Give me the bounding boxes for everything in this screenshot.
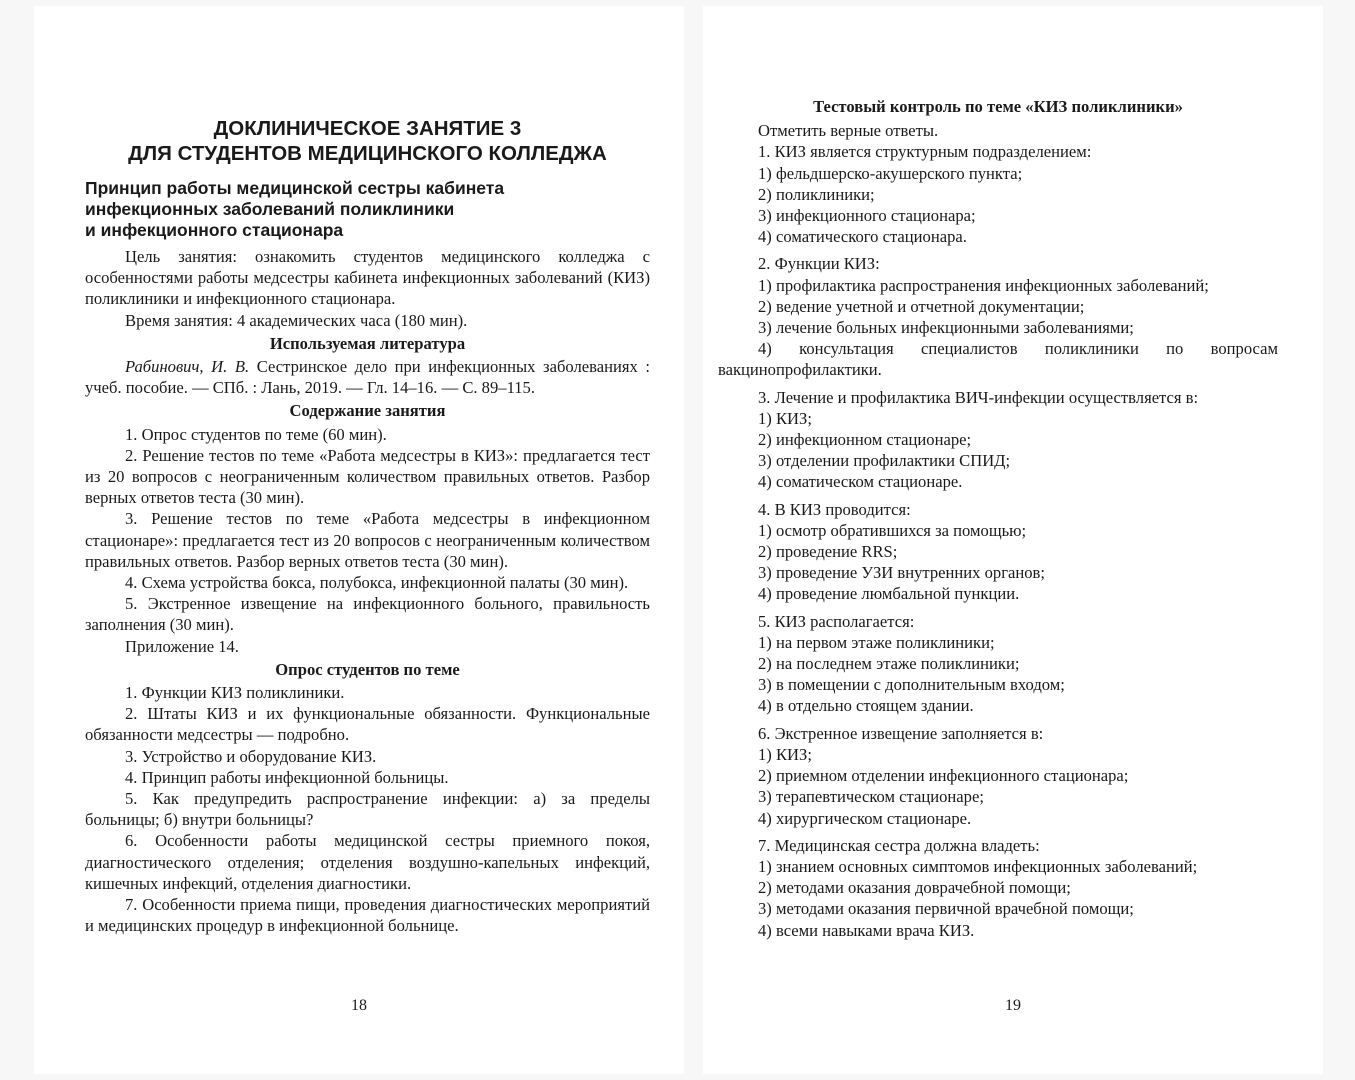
left-page-content <box>85 116 650 937</box>
content-heading: Содержание занятия <box>289 401 446 421</box>
question-text: 5. КИЗ располагается: <box>758 611 915 631</box>
survey-item: 3. Устройство и оборудование КИЗ. <box>125 746 377 766</box>
literature-author: Рабинович, И. В. <box>125 357 250 377</box>
question <box>718 499 1278 605</box>
lesson-subtitle-line-1: Принцип работы медицинской сестры кабинета <box>85 178 505 198</box>
answer-option[interactable]: 2) методами оказания доврачебной помощи; <box>758 878 1071 898</box>
answer-option[interactable]: 3) инфекционного стационара; <box>758 206 976 226</box>
question-text: 1. КИЗ является структурным подразделением: <box>758 142 1092 162</box>
answer-option[interactable]: 1) знанием основных симптомов инфекционных заболеваний; <box>758 856 1198 876</box>
lesson-subtitle-line-2: инфекционных заболеваний поликлиники <box>85 199 455 219</box>
answer-option[interactable]: 2) поликлиники; <box>758 184 875 204</box>
answer-option[interactable]: 1) КИЗ; <box>758 744 812 764</box>
question <box>718 253 1278 380</box>
answer-option[interactable]: 1) фельдшерско-акушерского пункта; <box>758 163 1023 183</box>
survey-item: 4. Принцип работы инфекционной больницы. <box>125 767 449 787</box>
lesson-time: Время занятия: 4 академических часа (180 мин). <box>125 310 468 330</box>
answer-option[interactable]: 2) проведение RRS; <box>758 542 898 562</box>
question <box>718 835 1278 941</box>
survey-list <box>85 682 650 936</box>
lesson-goal: Цель занятия: ознакомить студентов медицинского колледжа с особенностями работы медсестры кабинета инфекционных заболеваний (КИЗ) поликлиники и инфекционного стационара. <box>85 247 650 309</box>
answer-option[interactable]: 2) ведение учетной и отчетной документации; <box>758 296 1085 316</box>
answer-option[interactable]: 4) всеми навыками врача КИЗ. <box>758 920 975 940</box>
answer-option[interactable]: 4) проведение люмбальной пункции. <box>758 584 1020 604</box>
content-list <box>85 424 650 657</box>
literature-text: Сестринское дело при инфекционных заболеваниях : учеб. пособие. — СПб. : Лань, 2019. — Гл. 14–16. — С. 89–115. <box>85 357 651 398</box>
content-item: 1. Опрос студентов по теме (60 мин). <box>125 424 387 444</box>
survey-item: 2. Штаты КИЗ и их функциональные обязанности. Функциональные обязанности медсестры — подробно. <box>85 704 650 745</box>
test-heading: Тестовый контроль по теме «КИЗ поликлиники» <box>813 97 1183 116</box>
question <box>718 611 1278 717</box>
question-text: 7. Медицинская сестра должна владеть: <box>758 835 1040 855</box>
literature-reference <box>85 356 650 398</box>
answer-option[interactable]: 3) отделении профилактики СПИД; <box>758 451 1011 471</box>
content-item: Приложение 14. <box>125 636 239 656</box>
page-number: 19 <box>1005 996 1021 1014</box>
answer-option[interactable]: 1) профилактика распространения инфекционных заболеваний; <box>758 275 1209 295</box>
answer-option[interactable]: 3) лечение больных инфекционными заболеваниями; <box>758 318 1134 338</box>
lesson-subtitle-line-3: и инфекционного стационара <box>85 220 344 240</box>
answer-option[interactable]: 2) инфекционном стационаре; <box>758 430 972 450</box>
answer-option[interactable]: 1) осмотр обратившихся за помощью; <box>758 520 1027 540</box>
survey-item: 5. Как предупредить распространение инфекции: а) за пределы больницы; б) внутри больницы? <box>85 789 650 830</box>
survey-item: 6. Особенности работы медицинской сестры приемного покоя, диагностического отделения; отделения воздушно-капельных инфекций, кишечных инфекций, отделения диагностики. <box>85 831 650 893</box>
answer-option[interactable]: 4) консультация специалистов поликлиники по вопросам вакцинопрофилактики. <box>718 339 1278 380</box>
question-text: 6. Экстренное извещение заполняется в: <box>758 723 1044 743</box>
question-text: 2. Функции КИЗ: <box>758 254 880 274</box>
lesson-title-line-1: ДОКЛИНИЧЕСКОЕ ЗАНЯТИЕ 3 <box>213 117 522 140</box>
answer-option[interactable]: 3) в помещении с дополнительным входом; <box>758 675 1065 695</box>
answer-option[interactable]: 2) на последнем этаже поликлиники; <box>758 654 1020 674</box>
page-number: 18 <box>351 996 367 1014</box>
answer-option[interactable]: 4) в отдельно стоящем здании. <box>758 696 974 716</box>
question <box>718 141 1278 247</box>
answer-option[interactable]: 3) терапевтическом стационаре; <box>758 787 984 807</box>
answer-option[interactable]: 1) КИЗ; <box>758 408 812 428</box>
answer-option[interactable]: 2) приемном отделении инфекционного стационара; <box>758 766 1129 786</box>
survey-heading: Опрос студентов по теме <box>275 659 460 679</box>
content-item: 5. Экстренное извещение на инфекционного больного, правильность заполнения (30 мин). <box>85 594 650 635</box>
content-item: 2. Решение тестов по теме «Работа медсестры в КИЗ»: предлагается тест из 20 вопросов с неограниченным количеством правильных ответов. Разбор верных ответов теста (30 мин). <box>85 445 650 508</box>
question <box>718 723 1278 829</box>
answer-option[interactable]: 3) методами оказания первичной врачебной помощи; <box>758 899 1134 919</box>
test-instruction: Отметить верные ответы. <box>758 121 939 141</box>
question-text: 3. Лечение и профилактика ВИЧ-инфекции осуществляется в: <box>758 387 1199 407</box>
answer-option[interactable]: 3) проведение УЗИ внутренних органов; <box>758 563 1045 583</box>
content-item: 4. Схема устройства бокса, полубокса, инфекционной палаты (30 мин). <box>125 573 629 593</box>
left-page <box>34 6 684 1074</box>
answer-option[interactable]: 4) соматическом стационаре. <box>758 472 963 492</box>
lesson-subtitle <box>85 178 650 241</box>
answer-option[interactable]: 1) на первом этаже поликлиники; <box>758 632 995 652</box>
question <box>718 387 1278 493</box>
answer-option[interactable]: 4) соматического стационара. <box>758 227 967 247</box>
lesson-title-line-2: ДЛЯ СТУДЕНТОВ МЕДИЦИНСКОГО КОЛЛЕДЖА <box>128 142 607 165</box>
survey-item: 7. Особенности приема пищи, проведения диагностических мероприятий и медицинских процедур в инфекционной больнице. <box>85 895 650 936</box>
content-item: 3. Решение тестов по теме «Работа медсестры в инфекционном стационаре»: предлагается тест из 20 вопросов с неограниченным количеством правильных ответов. Разбор верных ответов теста (30 мин). <box>85 509 650 571</box>
question-text: 4. В КИЗ проводится: <box>758 499 911 519</box>
right-page-content <box>718 96 1278 941</box>
answer-option[interactable]: 4) хирургическом стационаре. <box>758 808 972 828</box>
right-page <box>703 6 1323 1074</box>
survey-item: 1. Функции КИЗ поликлиники. <box>125 683 345 703</box>
literature-heading: Используемая литература <box>269 333 466 353</box>
